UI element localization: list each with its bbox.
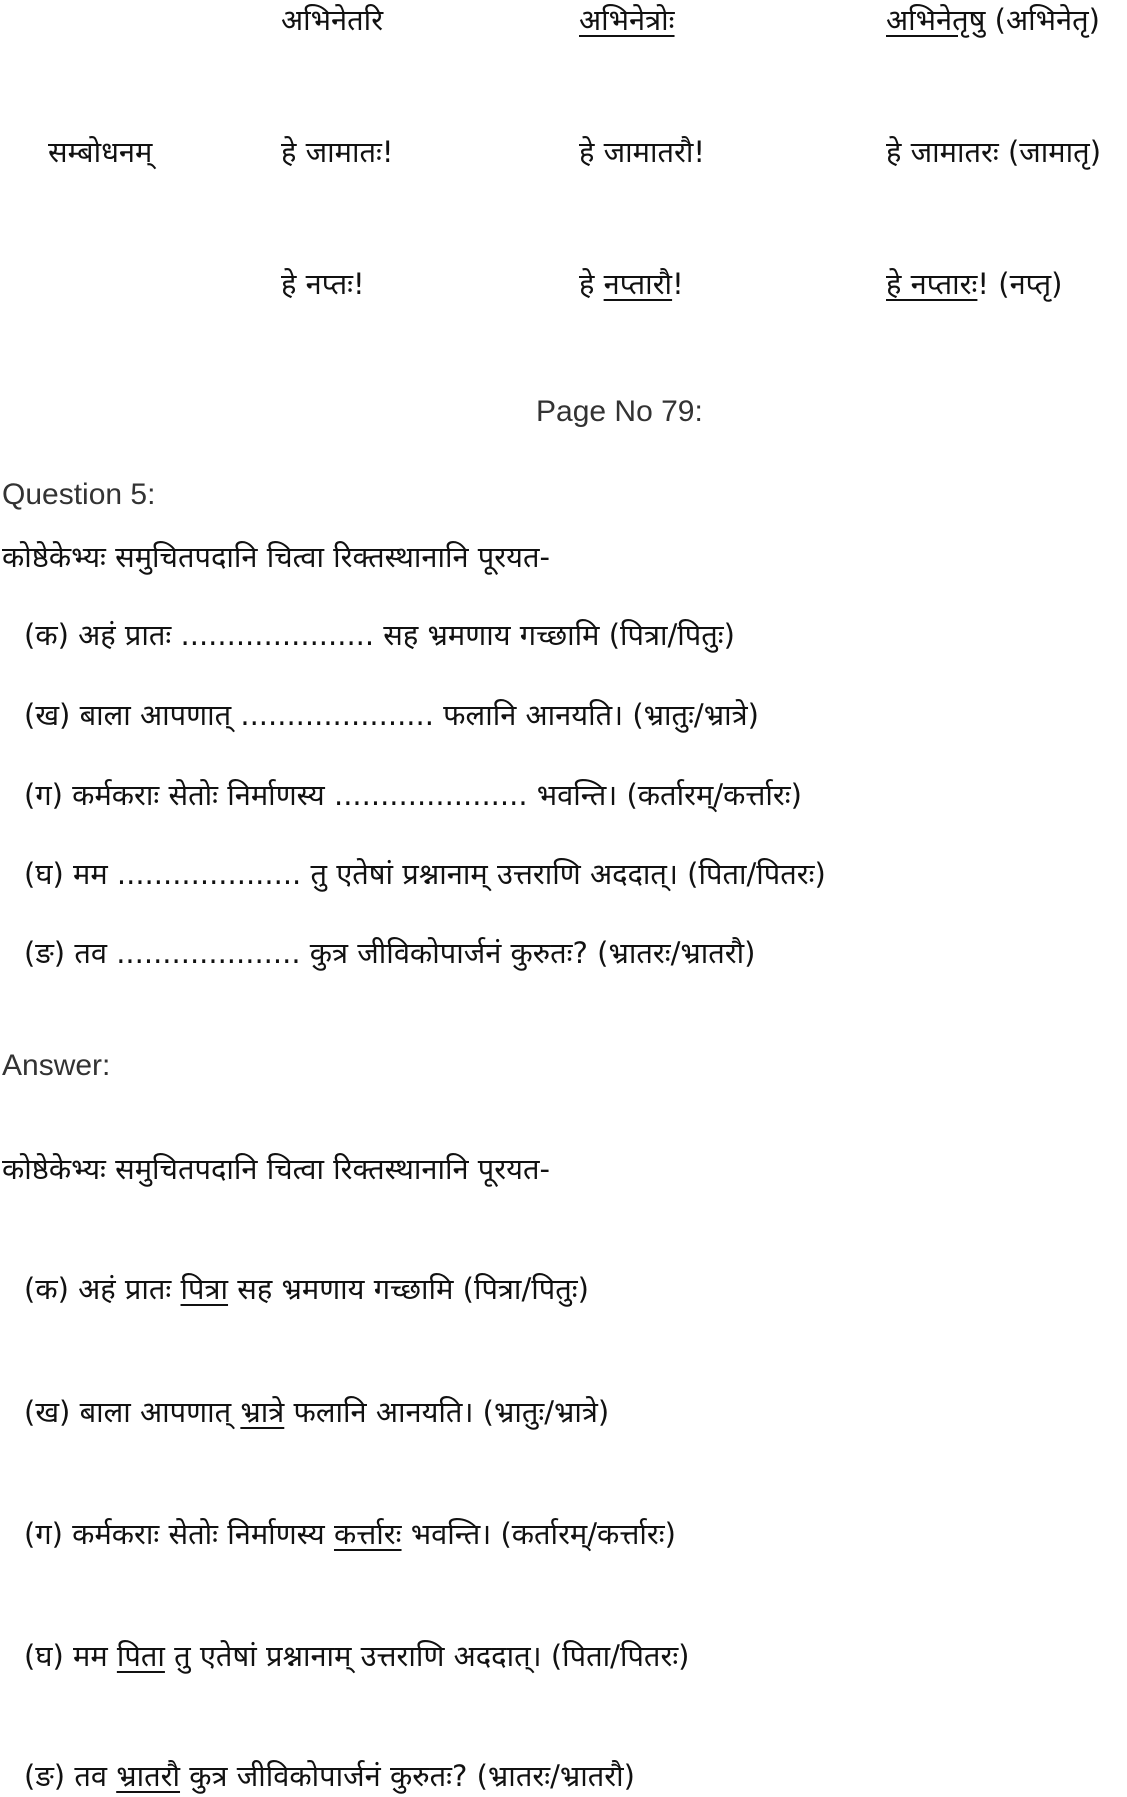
question-heading: Question 5: (2, 478, 156, 511)
text-segment: हे नप्तः! (281, 267, 365, 301)
text-segment: हे (579, 267, 604, 301)
answer-item-nga (24, 1758, 635, 1794)
text-segment: (ग) कर्मकराः सेतोः निर्माणस्य (24, 1517, 334, 1551)
text-segment: (अभिनेतृ) (985, 3, 1100, 37)
underlined-answer-word: नप्तारौ (603, 267, 673, 301)
question-item-ga: (ग) कर्मकराः सेतोः निर्माणस्य ..................... भवन्ति। (कर्तारम्/कर्त्तारः) (24, 778, 802, 812)
underlined-answer-word: कर्त्तारः (333, 1517, 402, 1551)
question-item-ka: (क) अहं प्रातः ..................... सह भ्रमणाय गच्छामि (पित्रा/पितुः) (24, 618, 735, 652)
question-item-nga: (ङ) तव .................... कुत्र जीविकोपार्जनं कुरुतः? (भ्रातरः/भ्रातरौ) (24, 936, 756, 970)
text-segment: (ख) बाला आपणात् (24, 1395, 241, 1429)
text-segment: हे जामातः! (281, 135, 394, 169)
question-item-kha: (ख) बाला आपणात् ..................... फलानि आनयति। (भ्रातुः/भ्रात्रे) (24, 698, 759, 732)
table-row-2-col-1 (281, 134, 394, 170)
underlined-answer-word: भ्रातरौ (116, 1759, 181, 1793)
underlined-answer-word: अभिनेतृषु (886, 3, 986, 37)
text-segment: ! (नप्तृ) (977, 267, 1063, 301)
text-segment: भवन्ति। (कर्तारम्/कर्त्तारः) (401, 1517, 676, 1551)
underlined-answer-word: हे नप्तारः (886, 267, 978, 301)
text-segment: (घ) मम (24, 1639, 117, 1673)
answer-item-gha (24, 1638, 690, 1674)
text-segment: कुत्र जीविकोपार्जनं कुरुतः? (भ्रातरः/भ्रातरौ) (180, 1759, 635, 1793)
text-segment: सह भ्रमणाय गच्छामि (पित्रा/पितुः) (228, 1272, 589, 1306)
text-segment: तु एतेषां प्रश्नानाम् उत्तराणि अददात्। (पिता/पितरः) (164, 1639, 690, 1673)
text-segment: हे जामातरः (जामातृ) (886, 135, 1102, 169)
page-number: Page No 79: (536, 395, 703, 428)
text-segment: (क) अहं प्रातः (24, 1272, 181, 1306)
table-row-2-col-3 (886, 134, 1101, 170)
text-segment: फलानि आनयति। (भ्रातुः/भ्रात्रे) (284, 1395, 610, 1429)
text-segment: अभिनेतरि (281, 3, 384, 37)
table-row-3-col-3 (886, 266, 1062, 302)
answer-item-ka (24, 1271, 589, 1307)
text-segment: हे जामातरौ! (579, 135, 706, 169)
text-segment: ! (672, 267, 684, 301)
table-row-1-col-2 (579, 2, 675, 38)
question-instruction: कोष्ठेकेभ्यः समुचितपदानि चित्वा रिक्तस्थानानि पूरयत- (2, 540, 550, 574)
text-segment: (ङ) तव (24, 1759, 117, 1793)
table-row-3-col-2 (579, 266, 684, 302)
question-item-gha: (घ) मम .................... तु एतेषां प्रश्नानाम् उत्तराणि अददात्। (पिता/पितरः) (24, 857, 826, 891)
answer-item-ga (24, 1516, 676, 1552)
underlined-answer-word: अभिनेत्रोः (579, 3, 675, 37)
underlined-answer-word: पित्रा (180, 1272, 229, 1306)
underlined-answer-word: भ्रात्रे (240, 1395, 285, 1429)
answer-item-kha (24, 1394, 609, 1430)
table-row-1-col-1 (281, 2, 383, 38)
table-row-3-col-1 (281, 266, 365, 302)
table-row-2-label: सम्बोधनम् (48, 135, 153, 169)
answer-instruction: कोष्ठेकेभ्यः समुचितपदानि चित्वा रिक्तस्थानानि पूरयत- (2, 1152, 550, 1186)
answer-heading: Answer: (2, 1049, 111, 1082)
underlined-answer-word: पिता (116, 1639, 165, 1673)
table-row-1-col-3 (886, 2, 1100, 38)
table-row-2-col-2 (579, 134, 705, 170)
